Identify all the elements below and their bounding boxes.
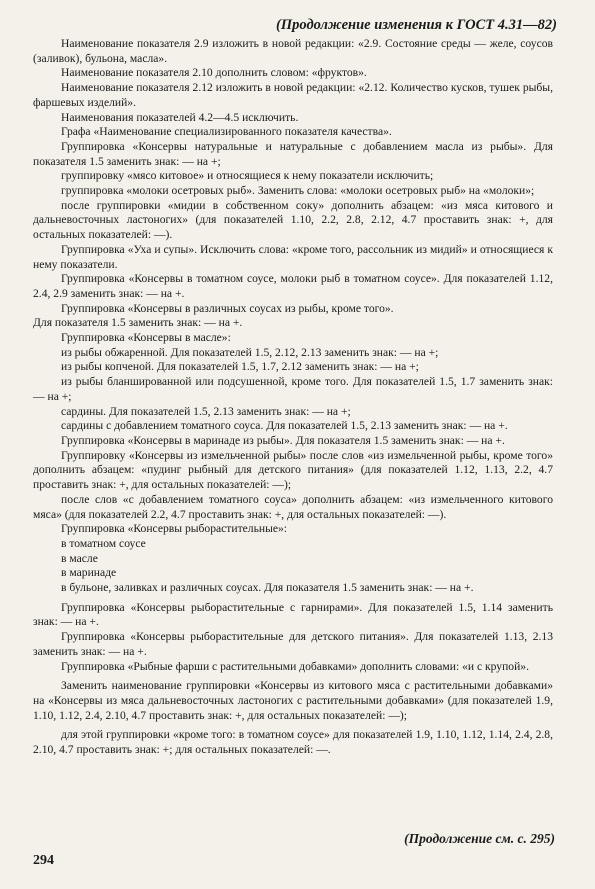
paragraph: из рыбы обжаренной. Для показателей 1.5, 2.12, 2.13 заменить знак: — на +; <box>61 345 439 359</box>
continuation-header: (Продолжение изменения к ГОСТ 4.31—82) <box>276 17 557 33</box>
paragraph: после группировки «мидии в собственном соку» дополнить абзацем: «из мяса китового и дальневосточных ластоногих» (для показателей 1.10, 2.2, 2.8, 2.12, 4.7 проставить знак: +, для остальных показателей: —). <box>33 198 553 242</box>
paragraph: Группировка «Уха и супы». Исключить слова: «кроме того, рассольник из мидий» и относящиеся к нему показатели. <box>33 242 553 271</box>
paragraph: Наименование показателя 2.9 изложить в новой редакции: «2.9. Состояние среды — желе, соусов (заливок), бульона, масла». <box>33 37 553 65</box>
page-number: 294 <box>33 853 54 868</box>
paragraph: Группировку «Консервы из измельченной рыбы» после слов «из измельченной рыбы, кроме того» дополнить абзацем: «пудинг рыбный для детского питания» (для показателей 1.12, 1.13, 2.2, 4.7 проставить знак: +, для остальных показателей: —); <box>33 448 553 492</box>
paragraph: Группировка «Консервы в различных соусах из рыбы, кроме того». <box>61 301 394 315</box>
paragraph: Графа «Наименование специализированного показателя качества». <box>61 125 392 139</box>
list-item: в масле <box>61 551 98 565</box>
list-item: в бульоне, заливках и различных соусах. Для показателя 1.5 заменить знак: — на +. <box>61 581 474 595</box>
paragraph: Группировка «Консервы в томатном соусе, молоки рыб в томатном соусе». Для показателей 1.12, 2.4, 2.9 заменить знак: — на +. <box>33 272 553 300</box>
paragraph: группировка «молоки осетровых рыб». Заменить слова: «молоки осетровых рыб» на «молоки»; <box>61 184 535 198</box>
list-item: в маринаде <box>61 566 117 580</box>
paragraph: Группировка «Консервы в маринаде из рыбы». Для показателя 1.5 заменить знак: — на +. <box>61 433 505 447</box>
paragraph: Для показателя 1.5 заменить знак: — на +. <box>33 316 243 330</box>
paragraph: после слов «с добавлением томатного соуса» дополнить абзацем: «из измельченного китового мяса» (для показателей 2.2, 4.7 проставить знак: +, для остальных показателей: —). <box>33 492 553 521</box>
continuation-footer: (Продолжение см. с. 295) <box>404 831 555 846</box>
document-body <box>33 37 553 758</box>
paragraph: для этой группировки «кроме того: в томатном соусе» для показателей 1.9, 1.10, 1.12, 1.14, 2.4, 2.8, 2.10, 4.7 проставить знак: +; для остальных показателей: —. <box>33 728 553 757</box>
paragraph: Заменить наименование группировки «Консервы из китового мяса с растительными добавками» на «Консервы из мяса дальневосточных ластоногих с растительными добавками» (для показателей 1.9, 1.10, 1.12, 2.4, 2.10, 4.7 проставить знак: +, для остальных показателей: —); <box>33 679 553 722</box>
paragraph: Группировка «Консервы рыборастительные с гарнирами». Для показателей 1.5, 1.14 заменить знак: — на +. <box>33 600 553 629</box>
paragraph: Группировка «Консервы рыборастительные для детского питания». Для показателей 1.13, 2.13 заменить знак: — на +. <box>33 630 553 658</box>
paragraph: Группировка «Консервы натуральные и натуральные с добавлением масла из рыбы». Для показателя 1.5 заменить знак: — на +; <box>33 139 553 168</box>
paragraph: из рыбы бланшированной или подсушенной, кроме того. Для показателей 1.5, 1.7 заменить знак: — на +; <box>33 375 553 403</box>
paragraph: сардины с добавлением томатного соуса. Для показателей 1.5, 2.13 заменить знак: — на +. <box>61 419 508 433</box>
paragraph: Наименование показателя 2.10 дополнить словом: «фруктов». <box>61 66 367 80</box>
paragraph: Группировка «Консервы в масле»: <box>61 331 231 345</box>
paragraph: из рыбы копченой. Для показателей 1.5, 1.7, 2.12 заменить знак: — на +; <box>61 360 419 374</box>
paragraph: Группировка «Консервы рыборастительные»: <box>61 522 288 536</box>
paragraph: Наименования показателей 4.2—4.5 исключить. <box>61 110 299 124</box>
paragraph: группировку «мясо китовое» и относящиеся к нему показатели исключить; <box>61 169 434 183</box>
paragraph: сардины. Для показателей 1.5, 2.13 заменить знак: — на +; <box>61 404 351 418</box>
list-item: в томатном соусе <box>61 536 146 550</box>
paragraph: Группировка «Рыбные фарши с растительными добавками» дополнить словами: «и с крупой». <box>61 659 529 673</box>
paragraph: Наименование показателя 2.12 изложить в новой редакции: «2.12. Количество кусков, тушек рыбы, фаршевых изделий». <box>33 81 553 109</box>
